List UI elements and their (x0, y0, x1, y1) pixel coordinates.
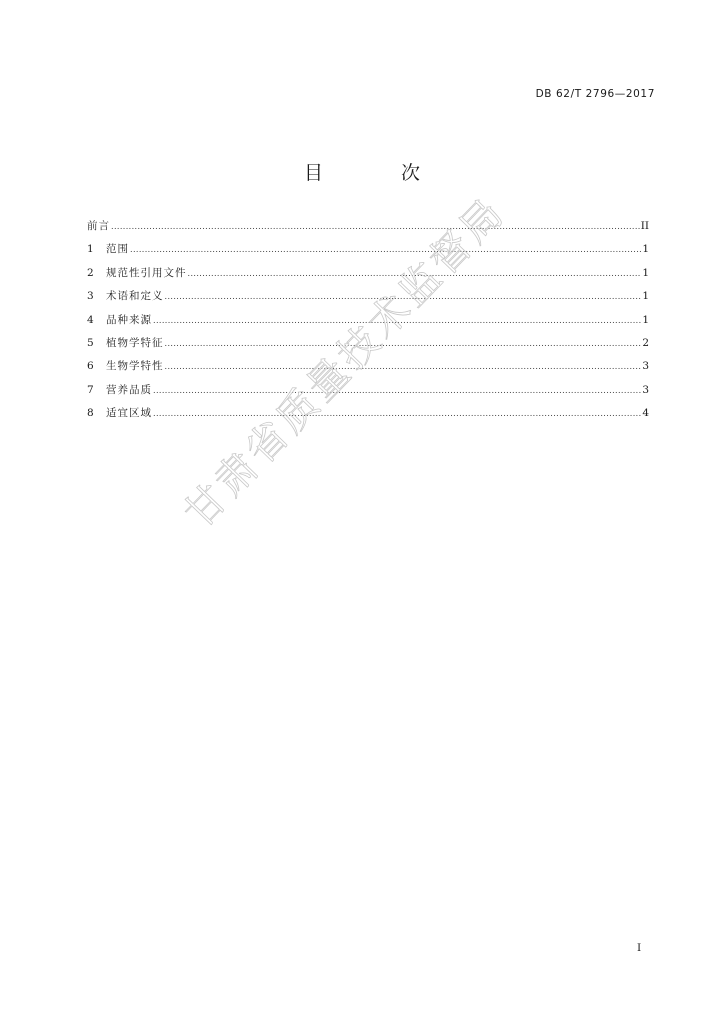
toc-item-number: 2 (87, 266, 94, 279)
toc-item-number: 4 (87, 313, 94, 326)
toc-leader-dots (153, 407, 641, 421)
toc-item-label: 生物学特性 (106, 360, 164, 373)
toc-item-page: 1 (642, 290, 649, 303)
toc-item-number: 1 (87, 243, 94, 256)
toc-item-normative-references[interactable] (87, 266, 649, 289)
toc-item-page: 3 (642, 360, 649, 373)
toc-item-scope[interactable] (87, 242, 649, 265)
toc-item-number: 3 (87, 290, 94, 303)
toc-item-label: 植物学特征 (106, 336, 164, 349)
toc-leader-dots (130, 243, 641, 257)
toc-leader-dots (153, 384, 641, 398)
toc-item-page: 1 (642, 313, 649, 326)
toc-item-page: 3 (642, 383, 649, 396)
toc-item-page: II (640, 220, 649, 232)
toc-leader-dots (165, 360, 642, 374)
page-number: I (637, 942, 642, 954)
toc-item-label: 术语和定义 (106, 290, 164, 303)
page-title: 目 次 (303, 162, 457, 184)
toc-leader-dots (111, 220, 640, 234)
toc-item-number: 7 (87, 383, 94, 396)
toc-item-page: 2 (642, 336, 649, 349)
toc-item-nutritional-quality[interactable] (87, 383, 649, 406)
toc-item-page: 1 (642, 243, 649, 256)
watermark: 甘肃省质量技术监督局 (175, 188, 515, 537)
toc-item-suitable-regions[interactable] (87, 406, 649, 429)
toc-item-page: 4 (642, 407, 649, 420)
toc-item-number: 6 (87, 360, 94, 373)
toc-item-page: 1 (642, 266, 649, 279)
toc-item-number: 8 (87, 407, 94, 420)
toc-item-label: 规范性引用文件 (106, 266, 187, 279)
toc-item-label: 适宜区域 (106, 407, 152, 420)
standard-code: DB 62/T 2796—2017 (535, 88, 655, 100)
toc-item-label: 范围 (106, 243, 129, 256)
toc-item-label: 营养品质 (106, 383, 152, 396)
toc-item-label: 品种来源 (106, 313, 152, 326)
toc-item-number: 5 (87, 336, 94, 349)
toc-item-foreword[interactable] (87, 219, 649, 242)
toc-item-label: 前言 (87, 220, 110, 232)
